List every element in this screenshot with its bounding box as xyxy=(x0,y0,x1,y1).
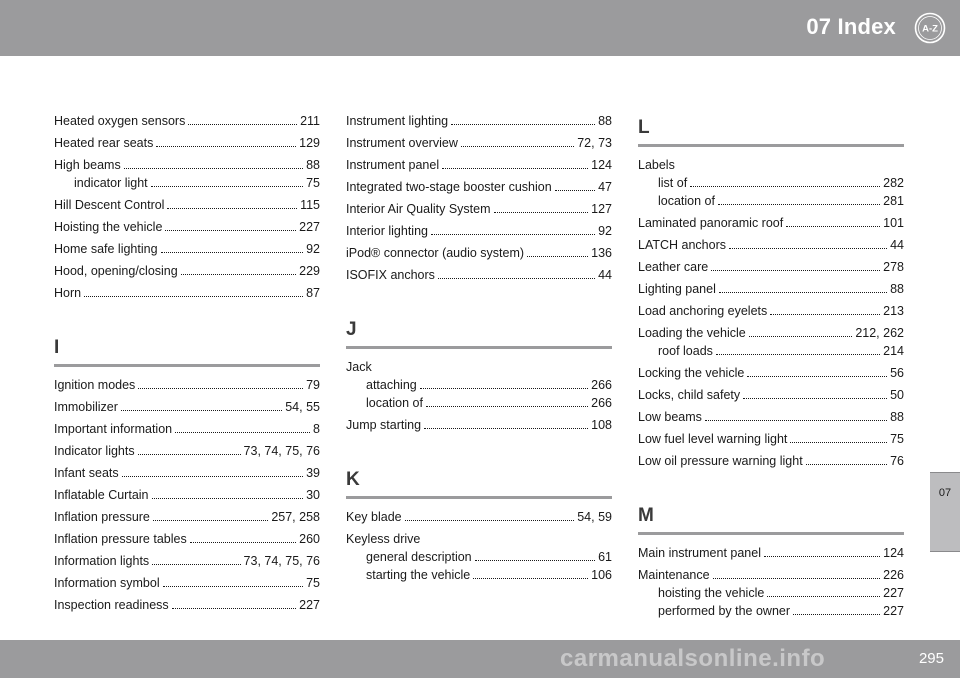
leader-dots xyxy=(716,344,880,355)
entry-term: Keyless drive xyxy=(346,532,421,546)
entry-page: 124 xyxy=(883,546,904,560)
entry-page: 30 xyxy=(306,488,320,502)
entry-page: 76 xyxy=(890,454,904,468)
index-entry xyxy=(638,281,904,303)
index-entry xyxy=(54,197,320,219)
index-entry xyxy=(54,219,320,241)
leader-dots xyxy=(153,510,268,521)
leader-dots xyxy=(527,246,588,257)
entry-term: Lighting panel xyxy=(638,282,716,296)
index-entry xyxy=(638,303,904,325)
entry-page: 129 xyxy=(299,136,320,150)
leader-dots xyxy=(764,546,880,557)
entry-page: 44 xyxy=(598,268,612,282)
entry-term: Inflatable Curtain xyxy=(54,488,149,502)
index-subentry xyxy=(346,377,612,395)
index-subentry xyxy=(346,567,612,589)
entry-page: 106 xyxy=(591,568,612,582)
entry-term: Hood, opening/closing xyxy=(54,264,178,278)
entry-term: Immobilizer xyxy=(54,400,118,414)
index-entry xyxy=(54,399,320,421)
leader-dots xyxy=(442,158,588,169)
entry-term: Indicator lights xyxy=(54,444,135,458)
index-entry xyxy=(638,325,904,343)
leader-dots xyxy=(167,198,297,209)
a-z-index-icon xyxy=(914,12,946,44)
entry-term: Integrated two-stage booster cushion xyxy=(346,180,552,194)
entry-page: 47 xyxy=(598,180,612,194)
index-subentry xyxy=(638,343,904,365)
entry-term: hoisting the vehicle xyxy=(658,586,765,600)
leader-dots xyxy=(156,136,296,147)
entry-term: Heated rear seats xyxy=(54,136,154,150)
index-entry xyxy=(54,509,320,531)
leader-dots xyxy=(555,180,595,191)
chapter-title: 07 Index xyxy=(806,14,896,39)
entry-page: 79 xyxy=(306,378,320,392)
leader-dots xyxy=(163,576,303,587)
index-entry xyxy=(638,453,904,475)
entry-term: Maintenance xyxy=(638,568,710,582)
index-entry xyxy=(54,575,320,597)
entry-term: ISOFIX anchors xyxy=(346,268,435,282)
index-column-1 xyxy=(54,113,320,619)
index-entry xyxy=(346,417,612,439)
entry-page: 101 xyxy=(883,216,904,230)
leader-dots xyxy=(84,286,303,297)
leader-dots xyxy=(181,264,296,275)
leader-dots xyxy=(424,418,588,429)
leader-dots xyxy=(786,216,880,227)
index-entry xyxy=(54,135,320,157)
entry-term: Inflation pressure xyxy=(54,510,150,524)
entry-term: Hill Descent Control xyxy=(54,198,165,212)
index-subentry xyxy=(638,603,904,625)
entry-page: 88 xyxy=(890,282,904,296)
index-entry xyxy=(346,201,612,223)
entry-term: Inflation pressure tables xyxy=(54,532,187,546)
leader-dots xyxy=(729,238,887,249)
entry-page: 227 xyxy=(883,586,904,600)
entry-page: 260 xyxy=(299,532,320,546)
leader-dots xyxy=(793,604,880,615)
section-letter: L xyxy=(638,117,650,138)
entry-page: 75 xyxy=(306,576,320,590)
index-entry xyxy=(638,431,904,453)
entry-term: performed by the owner xyxy=(658,604,791,618)
entry-page: 61 xyxy=(598,550,612,564)
leader-dots xyxy=(790,432,887,443)
entry-page: 278 xyxy=(883,260,904,274)
leader-dots xyxy=(405,510,575,521)
entry-term: Instrument panel xyxy=(346,158,440,172)
leader-dots xyxy=(713,568,881,579)
index-entry xyxy=(54,241,320,263)
entry-term: Loading the vehicle xyxy=(638,326,746,340)
leader-dots xyxy=(743,388,887,399)
entry-term: Instrument lighting xyxy=(346,114,449,128)
entry-page: 88 xyxy=(598,114,612,128)
entry-page: 8 xyxy=(313,422,320,436)
entry-term: location of xyxy=(658,194,715,208)
entry-term: Hoisting the vehicle xyxy=(54,220,163,234)
index-entry xyxy=(346,223,612,245)
entry-term: Horn xyxy=(54,286,82,300)
entry-term: Laminated panoramic roof xyxy=(638,216,784,230)
entry-page: 266 xyxy=(591,396,612,410)
entry-term: Inspection readiness xyxy=(54,598,169,612)
index-entry xyxy=(638,365,904,387)
entry-term: location of xyxy=(366,396,423,410)
entry-page: 73, 74, 75, 76 xyxy=(243,554,320,568)
entry-page: 56 xyxy=(890,366,904,380)
section-letter: K xyxy=(346,469,360,490)
leader-dots xyxy=(806,454,887,465)
leader-dots xyxy=(190,532,296,543)
index-entry xyxy=(346,135,612,157)
section-divider xyxy=(54,364,320,367)
entry-term: Jump starting xyxy=(346,418,422,432)
entry-page: 257, 258 xyxy=(271,510,320,524)
index-entry xyxy=(638,237,904,259)
entry-term: Load anchoring eyelets xyxy=(638,304,768,318)
entry-term: roof loads xyxy=(658,344,713,358)
leader-dots xyxy=(705,410,887,421)
leader-dots xyxy=(718,194,880,205)
entry-page: 54, 55 xyxy=(285,400,320,414)
entry-page: 211 xyxy=(300,114,320,128)
index-entry xyxy=(346,509,612,531)
index-column-2 xyxy=(346,113,612,589)
index-entry xyxy=(54,443,320,465)
entry-term: Low beams xyxy=(638,410,702,424)
leader-dots xyxy=(138,444,241,455)
entry-page: 75 xyxy=(306,176,320,190)
index-entry xyxy=(638,157,904,175)
leader-dots xyxy=(690,176,880,187)
entry-term: Ignition modes xyxy=(54,378,136,392)
leader-dots xyxy=(451,114,595,125)
entry-page: 124 xyxy=(591,158,612,172)
entry-page: 39 xyxy=(306,466,320,480)
page-number: 295 xyxy=(918,650,944,667)
leader-dots xyxy=(461,136,574,147)
page-header xyxy=(0,0,960,56)
entry-page: 92 xyxy=(598,224,612,238)
entry-page: 88 xyxy=(890,410,904,424)
entry-term: Home safe lighting xyxy=(54,242,158,256)
leader-dots xyxy=(152,554,240,565)
leader-dots xyxy=(749,326,853,337)
index-subentry xyxy=(638,585,904,603)
entry-term: Important information xyxy=(54,422,173,436)
leader-dots xyxy=(420,378,588,389)
leader-dots xyxy=(138,378,303,389)
entry-term: general description xyxy=(366,550,472,564)
leader-dots xyxy=(165,220,296,231)
leader-dots xyxy=(494,202,589,213)
entry-term: Interior lighting xyxy=(346,224,428,238)
leader-dots xyxy=(475,550,595,561)
entry-page: 54, 59 xyxy=(577,510,612,524)
section-divider xyxy=(638,532,904,535)
entry-term: Key blade xyxy=(346,510,402,524)
entry-term: Instrument overview xyxy=(346,136,458,150)
entry-page: 227 xyxy=(883,604,904,618)
index-entry xyxy=(54,553,320,575)
entry-page: 213 xyxy=(883,304,904,318)
entry-term: Information lights xyxy=(54,554,150,568)
chapter-side-tab xyxy=(930,472,960,552)
entry-page: 282 xyxy=(883,176,904,190)
entry-page: 214 xyxy=(883,344,904,358)
index-entry xyxy=(346,179,612,201)
leader-dots xyxy=(188,114,297,125)
entry-term: Low oil pressure warning light xyxy=(638,454,803,468)
leader-dots xyxy=(473,568,588,579)
entry-term: Main instrument panel xyxy=(638,546,761,560)
leader-dots xyxy=(747,366,887,377)
leader-dots xyxy=(431,224,595,235)
entry-term: Leather care xyxy=(638,260,709,274)
entry-term: Locking the vehicle xyxy=(638,366,745,380)
index-entry xyxy=(638,215,904,237)
entry-page: 115 xyxy=(300,198,320,212)
index-entry xyxy=(638,387,904,409)
index-entry xyxy=(54,487,320,509)
index-entry xyxy=(54,597,320,619)
index-subentry xyxy=(638,175,904,193)
section-m xyxy=(638,505,904,625)
leader-dots xyxy=(122,466,303,477)
leader-dots xyxy=(121,400,282,411)
leader-dots xyxy=(426,396,588,407)
entry-term: Jack xyxy=(346,360,372,374)
entry-page: 87 xyxy=(306,286,320,300)
entry-page: 92 xyxy=(306,242,320,256)
index-entry xyxy=(638,409,904,431)
index-entry xyxy=(54,421,320,443)
index-entry xyxy=(346,531,612,549)
entry-term: Infant seats xyxy=(54,466,119,480)
section-i xyxy=(54,337,320,619)
leader-dots xyxy=(767,586,880,597)
entry-page: 212, 262 xyxy=(855,326,904,340)
index-entry xyxy=(54,377,320,399)
section-divider xyxy=(638,144,904,147)
entry-page: 227 xyxy=(299,220,320,234)
leader-dots xyxy=(770,304,880,315)
watermark: carmanualsonline.info xyxy=(560,645,826,672)
index-entry xyxy=(346,245,612,267)
entry-page: 108 xyxy=(591,418,612,432)
entry-page: 44 xyxy=(890,238,904,252)
entry-term: iPod® connector (audio system) xyxy=(346,246,525,260)
entry-term: Locks, child safety xyxy=(638,388,741,402)
leader-dots xyxy=(124,158,303,169)
section-j xyxy=(346,319,612,439)
leader-dots xyxy=(151,176,303,187)
entry-term: High beams xyxy=(54,158,121,172)
leader-dots xyxy=(438,268,595,279)
index-entry xyxy=(638,567,904,585)
section-k xyxy=(346,469,612,589)
section-letter: I xyxy=(54,337,60,358)
entry-term: Low fuel level warning light xyxy=(638,432,788,446)
index-subentry xyxy=(54,175,320,197)
index-entry xyxy=(54,113,320,135)
index-entry xyxy=(346,113,612,135)
leader-dots xyxy=(719,282,887,293)
index-entry xyxy=(54,531,320,553)
leader-dots xyxy=(161,242,304,253)
section-divider xyxy=(346,496,612,499)
badge-label: A-Z xyxy=(922,23,938,35)
leader-dots xyxy=(172,598,296,609)
index-entry xyxy=(346,267,612,289)
side-tab-label: 07 xyxy=(938,487,952,499)
index-subentry xyxy=(638,193,904,215)
entry-page: 88 xyxy=(306,158,320,172)
entry-page: 75 xyxy=(890,432,904,446)
entry-term: indicator light xyxy=(74,176,148,190)
section-letter: J xyxy=(346,319,357,340)
entry-term: Labels xyxy=(638,158,675,172)
index-column-3 xyxy=(638,113,904,625)
section-l xyxy=(638,117,904,475)
entry-term: Information symbol xyxy=(54,576,160,590)
index-entry xyxy=(54,157,320,175)
entry-term: starting the vehicle xyxy=(366,568,471,582)
entry-term: Heated oxygen sensors xyxy=(54,114,186,128)
entry-page: 50 xyxy=(890,388,904,402)
index-entry xyxy=(346,359,612,377)
index-entry xyxy=(54,263,320,285)
entry-term: LATCH anchors xyxy=(638,238,726,252)
index-entry xyxy=(638,545,904,567)
section-divider xyxy=(346,346,612,349)
leader-dots xyxy=(711,260,880,271)
entry-page: 281 xyxy=(883,194,904,208)
leader-dots xyxy=(152,488,304,499)
leader-dots xyxy=(175,422,310,433)
entry-page: 73, 74, 75, 76 xyxy=(243,444,320,458)
entry-page: 127 xyxy=(591,202,612,216)
index-entry xyxy=(54,285,320,307)
entry-page: 136 xyxy=(591,246,612,260)
entry-page: 229 xyxy=(299,264,320,278)
entry-term: Interior Air Quality System xyxy=(346,202,491,216)
section-letter: M xyxy=(638,505,654,526)
entry-page: 72, 73 xyxy=(577,136,612,150)
index-entry xyxy=(346,157,612,179)
index-entry xyxy=(638,259,904,281)
index-subentry xyxy=(346,549,612,567)
entry-term: attaching xyxy=(366,378,417,392)
entry-page: 266 xyxy=(591,378,612,392)
entry-page: 226 xyxy=(883,568,904,582)
entry-page: 227 xyxy=(299,598,320,612)
entry-term: list of xyxy=(658,176,688,190)
index-subentry xyxy=(346,395,612,417)
index-entry xyxy=(54,465,320,487)
